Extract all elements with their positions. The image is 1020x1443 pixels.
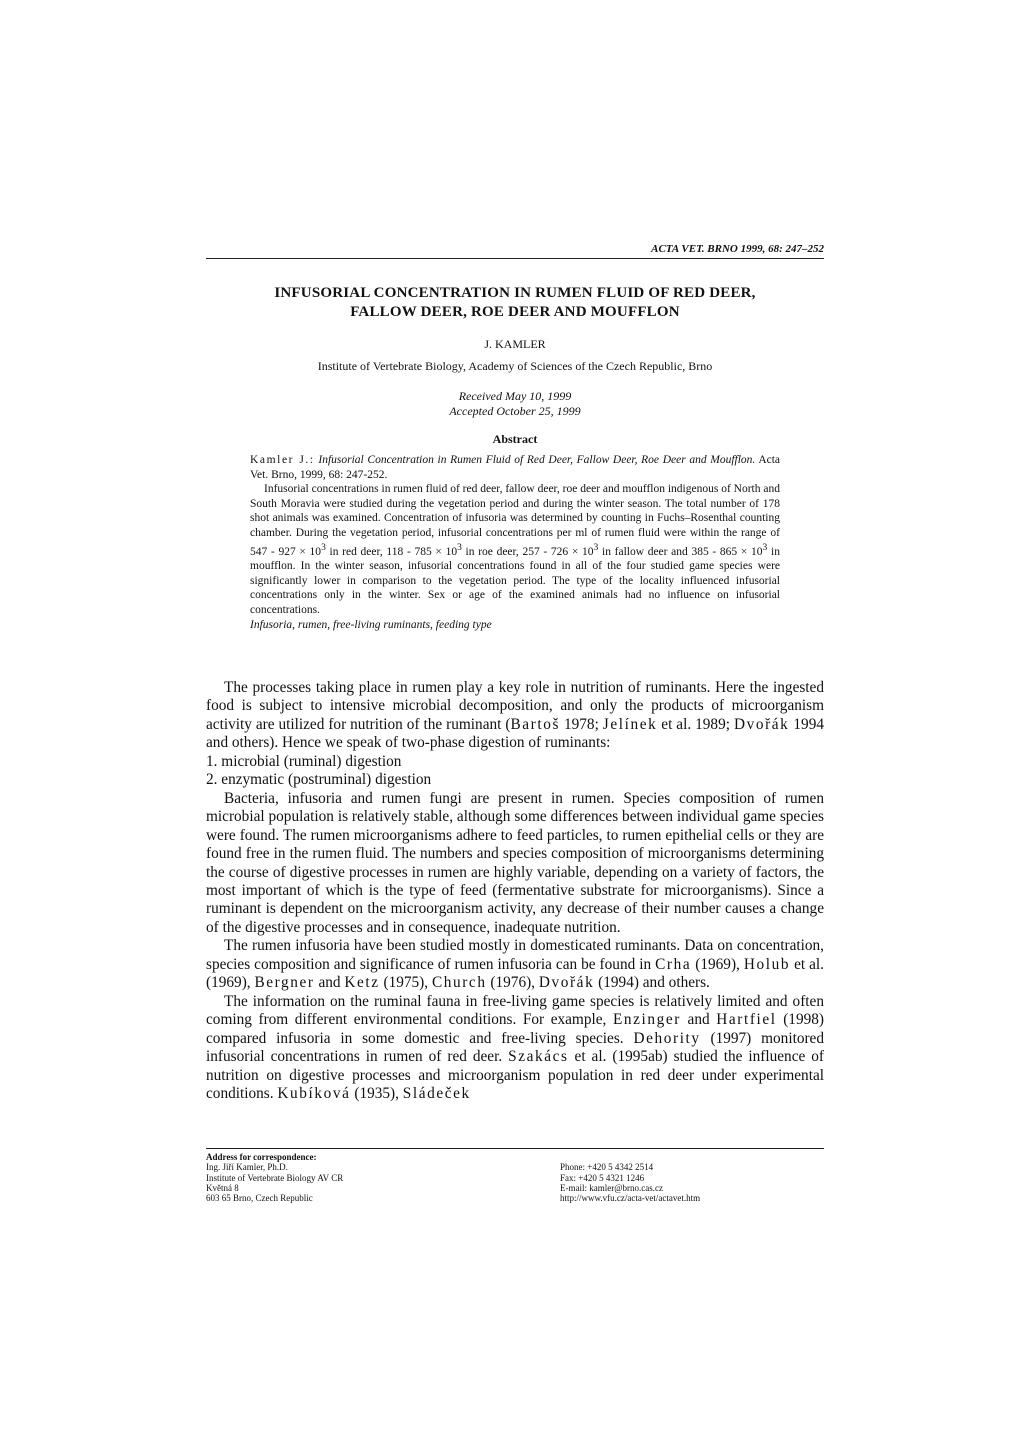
citation-name: Ketz	[344, 974, 380, 992]
correspondence-heading: Address for correspondence:	[206, 1152, 317, 1162]
text: (1994) and others.	[594, 974, 710, 992]
citation-name: Dehority	[633, 1029, 701, 1047]
text: 1994 and others). Hence we speak of two-phase digestion of ruminants:	[206, 715, 825, 752]
text: and	[314, 974, 345, 992]
corr-fax: Fax: +420 5 4321 1246	[560, 1172, 645, 1183]
affiliation: Institute of Vertebrate Biology, Academy of Sciences of the Czech Republic, Brno	[317, 359, 713, 373]
text: et al. (1969),	[206, 955, 824, 992]
text: et al. 1989;	[657, 715, 734, 733]
title-line-1: INFUSORIAL CONCENTRATION IN RUMEN FLUID OF RED DEER,	[274, 285, 756, 301]
citation-name: Sládeček	[402, 1084, 471, 1102]
corr-city: 603 65 Brno, Czech Republic	[206, 1193, 313, 1204]
text: The rumen infusoria have been studied mostly in domesticated ruminants. Data on concentration, species composition and significance of rumen infusoria can be found in	[206, 937, 824, 973]
citation-name: Holub	[743, 955, 791, 973]
text: 1978;	[560, 715, 603, 733]
dates	[206, 389, 824, 419]
text: (1935),	[350, 1084, 403, 1102]
received-date: Received May 10, 1999	[458, 389, 572, 403]
paragraph-3	[206, 937, 824, 992]
citation-source: Acta Vet. Brno, 1999, 68: 247-252.	[250, 454, 781, 481]
citation-name: Szakács	[508, 1048, 569, 1066]
text: et al. (1995ab) studied the influence of nutrition on digestive processes and microorganism population in red deer under experimental conditions.	[206, 1048, 824, 1102]
citation-name: Bartoš	[510, 715, 560, 733]
superscript: 3	[593, 541, 599, 553]
keywords: Infusoria, rumen, free-living ruminants, feeding type	[250, 619, 492, 632]
citation-name: Jelínek	[602, 715, 658, 733]
journal-header: ACTA VET. BRNO 1999, 68: 247–252	[651, 243, 824, 255]
abstract-heading: Abstract	[492, 432, 538, 446]
paper-title	[206, 284, 824, 322]
corr-name: Ing. Jiří Kamler, Ph.D.	[206, 1162, 288, 1173]
text: The information on the ruminal fauna in free-living game species is relatively limited and often coming from different environmental conditions. For example,	[206, 992, 824, 1029]
accepted-date: Accepted October 25, 1999	[449, 404, 581, 418]
text: (1997) monitored infusorial concentrations in rumen of red deer.	[206, 1029, 824, 1066]
citation-name: Hartfiel	[716, 1011, 777, 1029]
citation-name: Enzinger	[612, 1011, 681, 1029]
title-line-2: FALLOW DEER, ROE DEER AND MOUFFLON	[350, 304, 680, 320]
header-rule	[206, 258, 824, 259]
superscript: 3	[321, 541, 326, 553]
abstract-text-part: in red deer, 118 - 785 × 10	[325, 545, 458, 558]
corr-street: Květná 8	[206, 1182, 239, 1193]
corr-email[interactable]: E-mail: kamler@brno.cas.cz	[560, 1182, 663, 1193]
citation-name: Dvořák	[538, 974, 595, 992]
superscript: 3	[457, 541, 462, 553]
body-text	[206, 679, 824, 1103]
corr-url[interactable]: http://www.vfu.cz/acta-vet/actavet.htm	[560, 1193, 701, 1204]
abstract-text	[250, 482, 780, 617]
paragraph-4	[206, 993, 824, 1104]
text: (1975),	[379, 974, 432, 992]
abstract-citation	[250, 453, 780, 482]
correspondence-columns	[206, 1162, 824, 1203]
abstract-text-part: in moufflon. In the winter season, infusorial concentrations found in all of the four studied game species were significantly lower in comparison to the vegetation period. The type of the locality influenced infusorial concentrations only in the winter. Sex or age of the examined animals had no influence on infusorial concentrations.	[250, 545, 780, 616]
abstract-text-part: in roe deer, 257 - 726 × 10	[461, 545, 594, 558]
list-item-1: 1. microbial (ruminal) digestion	[206, 752, 402, 770]
footer-rule	[206, 1148, 824, 1149]
author-name: J. KAMLER	[484, 337, 546, 351]
text: (1998) compared infusoria in some domestic and free-living species.	[206, 1011, 824, 1047]
text: The processes taking place in rumen play a key role in nutrition of ruminants. Here the ingested food is subject to intensive microbial decomposition, and only the products of microorganism activity are utilized for nutrition of the ruminant (	[206, 679, 824, 733]
citation-title: Infusorial Concentration in Rumen Fluid of Red Deer, Fallow Deer, Roe Deer and Moufflon.	[318, 454, 756, 466]
citation-name: Church	[431, 974, 487, 992]
citation-name: Bergner	[254, 974, 315, 992]
text: (1976),	[486, 974, 539, 992]
abstract	[250, 453, 780, 633]
citation-name: Dvořák	[733, 715, 790, 733]
corr-institute: Institute of Vertebrate Biology AV CR	[206, 1172, 344, 1183]
text: (1969),	[691, 955, 744, 973]
correspondence-contact	[560, 1162, 824, 1203]
citation-name: Kubíková	[277, 1084, 351, 1102]
citation-name: Crha	[655, 955, 692, 973]
correspondence-address	[206, 1162, 560, 1203]
superscript: 3	[762, 541, 768, 553]
correspondence-block	[206, 1152, 824, 1203]
paragraph-2: Bacteria, infusoria and rumen fungi are present in rumen. Species composition of rumen microbial population is relatively stable, although some differences between individual game species were found. The rumen microorganisms adhere to feed particles, to rumen epithelial cells or they are found free in the rumen fluid. The numbers and species composition of microorganisms determining the course of digestive processes in rumen are highly variable, depending on a variety of factors, the most important of which is the type of feed (fermentative substrate for microorganisms). Since a ruminant is dependent on the microorganism activity, any decrease of their number causes a change of the digestive processes and in consequence, inadequate nutrition.	[206, 789, 824, 936]
abstract-text-part: Infusorial concentrations in rumen fluid of red deer, fallow deer, roe deer and moufflon indigenous of North and South Moravia were studied during the vegetation period and during the winter season. The total number of 178 shot animals was examined. Concentration of infusoria was determined by counting in Fuchs–Rosenthal counting chamber. During the vegetation period, infusorial concentrations per ml of rumen fluid were within the range of 547 - 927 × 10	[250, 483, 780, 558]
list-item-2: 2. enzymatic (postruminal) digestion	[206, 771, 432, 789]
text: and	[680, 1011, 717, 1029]
abstract-text-part: in fallow deer and 385 - 865 × 10	[598, 545, 763, 558]
corr-phone: Phone: +420 5 4342 2514	[560, 1162, 654, 1173]
citation-author: Kamler J.:	[250, 454, 315, 466]
paragraph-1	[206, 679, 824, 753]
